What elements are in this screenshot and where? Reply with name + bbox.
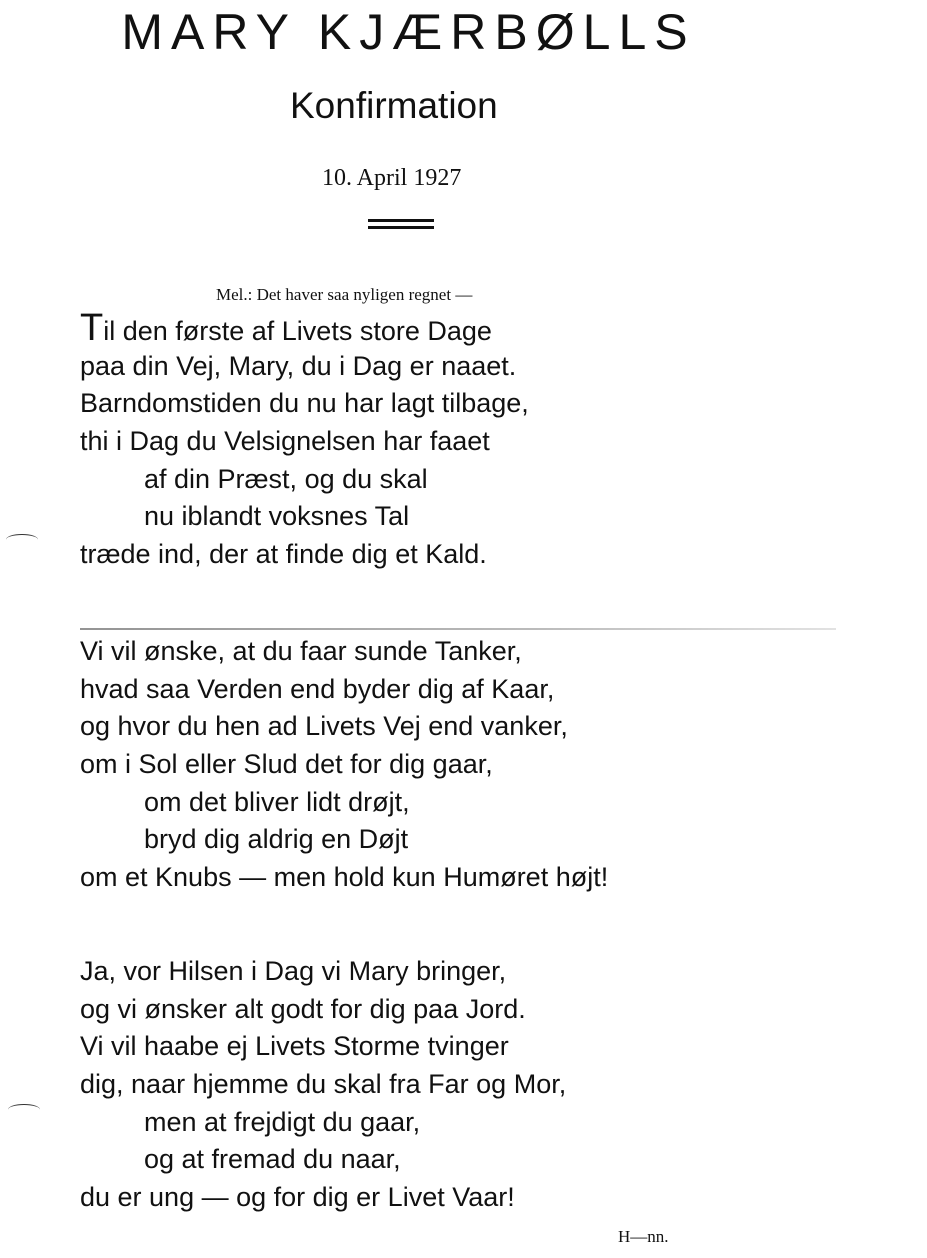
double-rule-bottom xyxy=(368,226,434,229)
verse-line: Til den første af Livets store Dage xyxy=(80,307,492,349)
verse-line: nu iblandt voksnes Tal xyxy=(144,501,410,532)
verse-line: thi i Dag du Velsignelsen har faaet xyxy=(80,426,490,457)
verse-line: Ja, vor Hilsen i Dag vi Mary bringer, xyxy=(80,956,507,986)
poem-subtitle: Konfirmation xyxy=(290,85,498,126)
verse-line: men at frejdigt du gaar, xyxy=(144,1106,421,1137)
poem-date: 10. April 1927 xyxy=(322,165,462,191)
scan-artifact-line xyxy=(80,628,836,630)
verse-line: Vi vil haabe ej Livets Storme tvinger xyxy=(80,1031,509,1062)
verse-line: og vi ønsker alt godt for dig paa Jord. xyxy=(80,993,526,1024)
binding-hole-mark-bottom xyxy=(8,1104,40,1115)
verse-line: du er ung — og for dig er Livet Vaar! xyxy=(80,1182,515,1213)
binding-hole-mark-top xyxy=(6,534,38,545)
verse-line: om et Knubs — men hold kun Humøret højt! xyxy=(80,862,609,893)
verse-line: om i Sol eller Slud det for dig gaar, xyxy=(80,749,493,780)
verse-line: om det bliver lidt drøjt, xyxy=(144,786,410,817)
verse-line: træde ind, der at finde dig et Kald. xyxy=(80,539,487,570)
double-rule-top xyxy=(368,219,434,222)
verse-line: bryd dig aldrig en Døjt xyxy=(144,824,409,855)
melody-note: Mel.: Det haver saa nyligen regnet — xyxy=(216,285,473,304)
verse-2 xyxy=(80,633,800,897)
poem-title: MARY KJÆRBØLLS xyxy=(121,4,696,60)
verse-line: Barndomstiden du nu har lagt tilbage, xyxy=(80,388,529,419)
verse-line: og hvor du hen ad Livets Vej end vanker, xyxy=(80,711,568,742)
verse-line: paa din Vej, Mary, du i Dag er naaet. xyxy=(80,350,517,381)
drop-cap: T xyxy=(80,307,104,349)
verse-line: og at fremad du naar, xyxy=(144,1144,401,1175)
verse-line: dig, naar hjemme du skal fra Far og Mor, xyxy=(80,1069,567,1100)
verse-line: Vi vil ønske, at du faar sunde Tanker, xyxy=(80,636,522,666)
verse-line: af din Præst, og du skal xyxy=(144,463,428,494)
author-signature: H—nn. xyxy=(618,1227,669,1246)
verse-1 xyxy=(80,307,800,574)
verse-3 xyxy=(80,953,800,1217)
verse-line: hvad saa Verden end byder dig af Kaar, xyxy=(80,673,555,704)
